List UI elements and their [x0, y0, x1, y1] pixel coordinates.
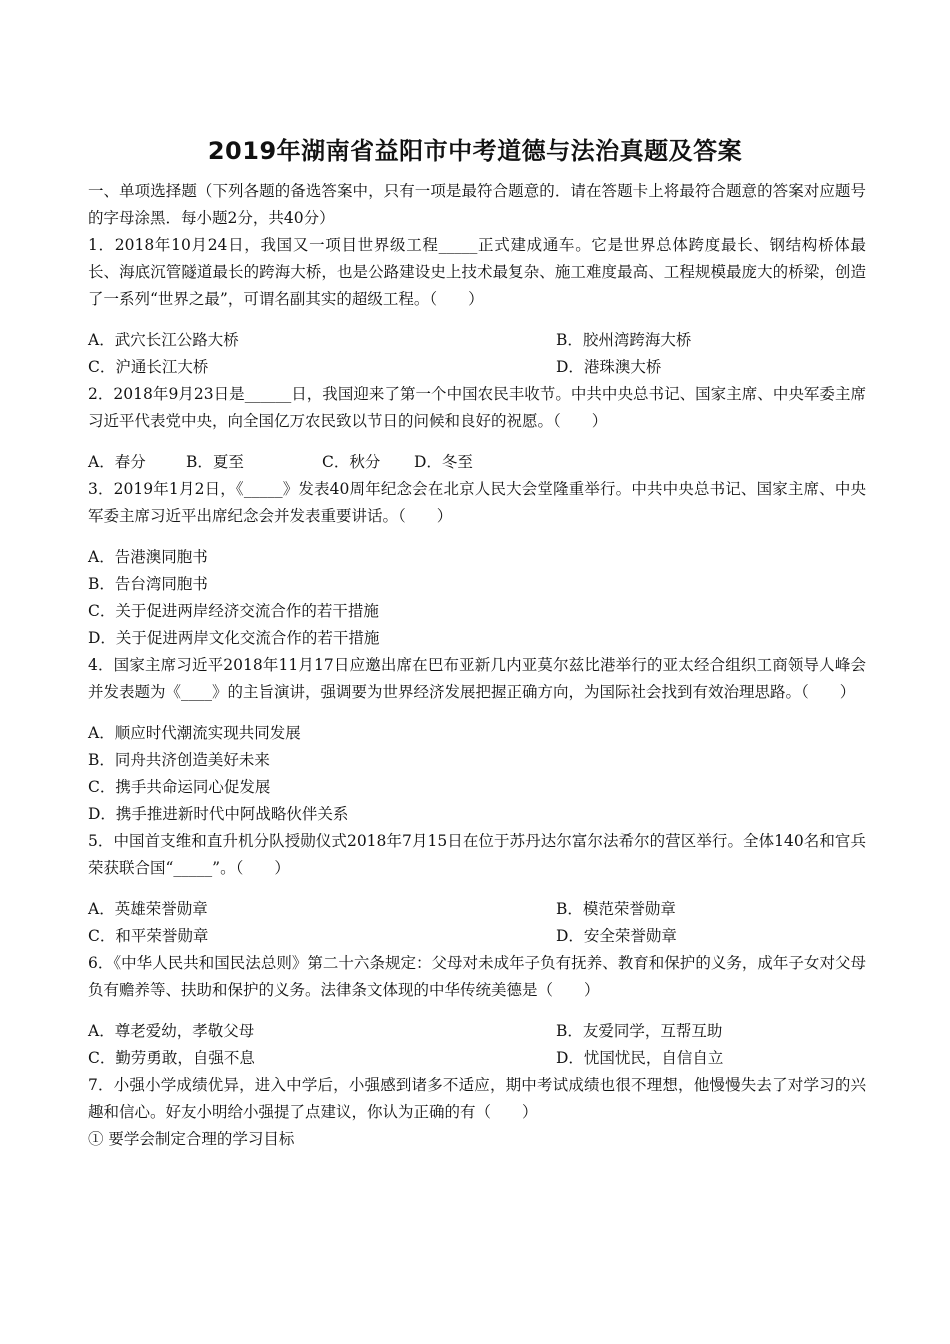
option-b: B．夏至 — [186, 453, 244, 471]
option-b: B．告台湾同胞书 — [88, 575, 208, 593]
option-c: C．携手共命运同心促发展 — [88, 778, 271, 796]
question-1-options-row-1 — [88, 327, 866, 354]
option-d: D．冬至 — [414, 453, 473, 471]
question-4-stem: 4．国家主席习近平2018年11月17日应邀出席在巴布亚新几内亚莫尔兹比港举行的亚太经合组织工商领导人峰会并发表题为《____》的主旨演讲，强调要为世界经济发展把握正确方向，为国际社会找到有效治理思路。（ ） — [88, 656, 866, 701]
question-3-stem: 3．2019年1月2日，《_____》发表40周年纪念会在北京人民大会堂隆重举行。中共中央总书记、国家主席、中央军委主席习近平出席纪念会并发表重要讲话。（ ） — [88, 480, 866, 525]
option-b: B．胶州湾跨海大桥 — [556, 331, 692, 349]
question-6-options-row-2 — [88, 1045, 866, 1072]
option-a: A．英雄荣誉勋章 — [88, 900, 208, 918]
spacer — [88, 435, 866, 449]
question-1-stem: 1．2018年10月24日，我国又一项目世界级工程_____正式建成通车。它是世界总体跨度最长、钢结构桥体最长、海底沉管隧道最长的跨海大桥，也是公路建设史上技术最复杂、施工难度最高、工程规模最庞大的桥梁，创造了一系列“世界之最”，可谓名副其实的超级工程。（ ） — [88, 236, 866, 308]
question-5-stem: 5．中国首支维和直升机分队授勋仪式2018年7月15日在位于苏丹达尔富尔法希尔的营区举行。全体140名和官兵荣获联合国“_____”。（ ） — [88, 832, 866, 877]
option-d: D．安全荣誉勋章 — [556, 927, 677, 945]
option-a: A．顺应时代潮流实现共同发展 — [88, 724, 301, 742]
statement-item: ① 要学会制定合理的学习目标 — [88, 1130, 295, 1148]
question-2-options — [88, 449, 866, 476]
spacer — [88, 882, 866, 896]
question-2-stem: 2．2018年9月23日是______日，我国迎来了第一个中国农民丰收节。中共中央总书记、国家主席、中央军委主席习近平代表党中央，向全国亿万农民致以节日的问候和良好的祝愿。（ ） — [88, 385, 866, 430]
option-a: A．武穴长江公路大桥 — [88, 331, 239, 349]
question-5-options-row-1 — [88, 896, 866, 923]
question-1-options-row-2 — [88, 354, 866, 381]
question-6-stem: 6．《中华人民共和国民法总则》第二十六条规定：父母对未成年子负有抚养、教育和保护的义务，成年子女对父母负有赡养等、扶助和保护的义务。法律条文体现的中华传统美德是（ ） — [88, 954, 866, 999]
question-7-stem: 7．小强小学成绩优异，进入中学后，小强感到诸多不适应，期中考试成绩也很不理想，他慢慢失去了对学习的兴趣和信心。好友小明给小强提了点建议，你认为正确的有（ ） — [88, 1076, 866, 1121]
option-b: B．友爱同学，互帮互助 — [556, 1022, 723, 1040]
option-d: D．携手推进新时代中阿战略伙伴关系 — [88, 805, 349, 823]
spacer — [88, 1004, 866, 1018]
option-d: D．港珠澳大桥 — [556, 358, 662, 376]
spacer — [88, 313, 866, 327]
option-c: C．和平荣誉勋章 — [88, 927, 209, 945]
page-title: 2019年湖南省益阳市中考道德与法治真题及答案 — [207, 137, 743, 165]
option-d: D．关于促进两岸文化交流合作的若干措施 — [88, 629, 380, 647]
option-a: A．尊老爱幼，孝敬父母 — [88, 1022, 255, 1040]
spacer — [88, 530, 866, 544]
option-c: C．秋分 — [322, 453, 381, 471]
document-body — [88, 178, 866, 1153]
section-header: 一、单项选择题（下列各题的备选答案中，只有一项是最符合题意的．请在答题卡上将最符合题意的答案对应题号的字母涂黑．每小题2分，共40分） — [88, 182, 866, 227]
option-a: A．春分 — [88, 453, 146, 471]
question-5-options-row-2 — [88, 923, 866, 950]
spacer — [88, 706, 866, 720]
option-a: A．告港澳同胞书 — [88, 548, 208, 566]
question-6-options-row-1 — [88, 1018, 866, 1045]
option-c: C．勤劳勇敢，自强不息 — [88, 1049, 255, 1067]
option-c: C．关于促进两岸经济交流合作的若干措施 — [88, 602, 379, 620]
option-b: B．同舟共济创造美好未来 — [88, 751, 270, 769]
option-c: C．沪通长江大桥 — [88, 358, 209, 376]
option-b: B．模范荣誉勋章 — [556, 900, 676, 918]
option-d: D．忧国忧民，自信自立 — [556, 1049, 724, 1067]
